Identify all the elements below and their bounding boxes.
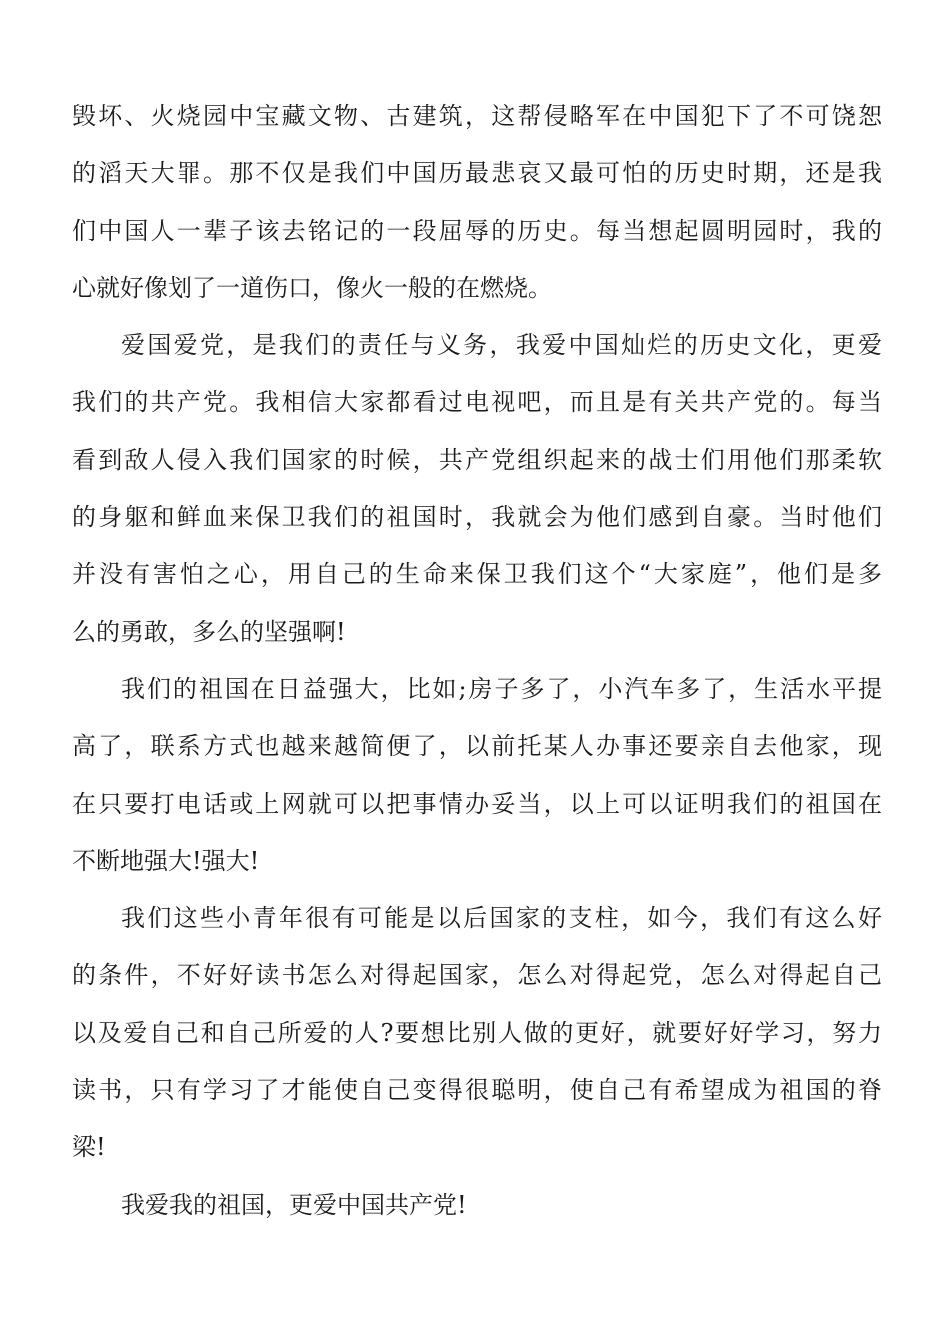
text-line: 以及爱自己和自己所爱的人?要想比别人做的更好，就要好好学习，努力 [72, 1018, 882, 1047]
paragraph-start-line: 我们的祖国在日益强大，比如;房子多了，小汽车多了，生活水平提 [121, 674, 882, 703]
text-line: 读书，只有学习了才能使自己变得很聪明，使自己有希望成为祖国的脊 [72, 1076, 882, 1105]
text-line: 并没有害怕之心，用自己的生命来保卫我们这个“大家庭”，他们是多 [72, 560, 882, 589]
text-line: 在只要打电话或上网就可以把事情办妥当，以上可以证明我们的祖国在 [72, 789, 882, 818]
text-line: 们中国人一辈子该去铭记的一段屈辱的历史。每当想起圆明园时，我的 [72, 216, 882, 245]
text-line: 毁坏、火烧园中宝藏文物、古建筑，这帮侵略军在中国犯下了不可饶恕 [72, 102, 882, 130]
closing-line: 我爱我的祖国，更爱中国共产党! [121, 1190, 467, 1219]
text-line: 心就好像划了一道伤口，像火一般的在燃烧。 [72, 273, 552, 302]
text-line: 看到敌人侵入我们国家的时候，共产党组织起来的战士们用他们那柔软 [72, 445, 882, 474]
text-line: 不断地强大!强大! [72, 846, 260, 875]
essay-body [72, 91, 882, 1237]
paragraph-start-line: 我们这些小青年很有可能是以后国家的支柱，如今，我们有这么好 [121, 904, 882, 933]
text-line: 我们的共产党。我相信大家都看过电视吧，而且是有关共产党的。每当 [72, 388, 882, 417]
text-line: 的身躯和鲜血来保卫我们的祖国时，我就会为他们感到自豪。当时他们 [72, 503, 882, 532]
text-line: 的条件，不好好读书怎么对得起国家，怎么对得起党，怎么对得起自己 [72, 961, 882, 990]
text-line: 的滔天大罪。那不仅是我们中国历最悲哀又最可怕的历史时期，还是我 [72, 159, 882, 188]
text-line: 么的勇敢，多么的坚强啊! [72, 617, 346, 646]
text-line: 梁! [72, 1133, 106, 1162]
paragraph-start-line: 爱国爱党，是我们的责任与义务，我爱中国灿烂的历史文化，更爱 [121, 331, 882, 360]
text-line: 高了，联系方式也越来越简便了，以前托某人办事还要亲自去他家，现 [72, 732, 882, 761]
